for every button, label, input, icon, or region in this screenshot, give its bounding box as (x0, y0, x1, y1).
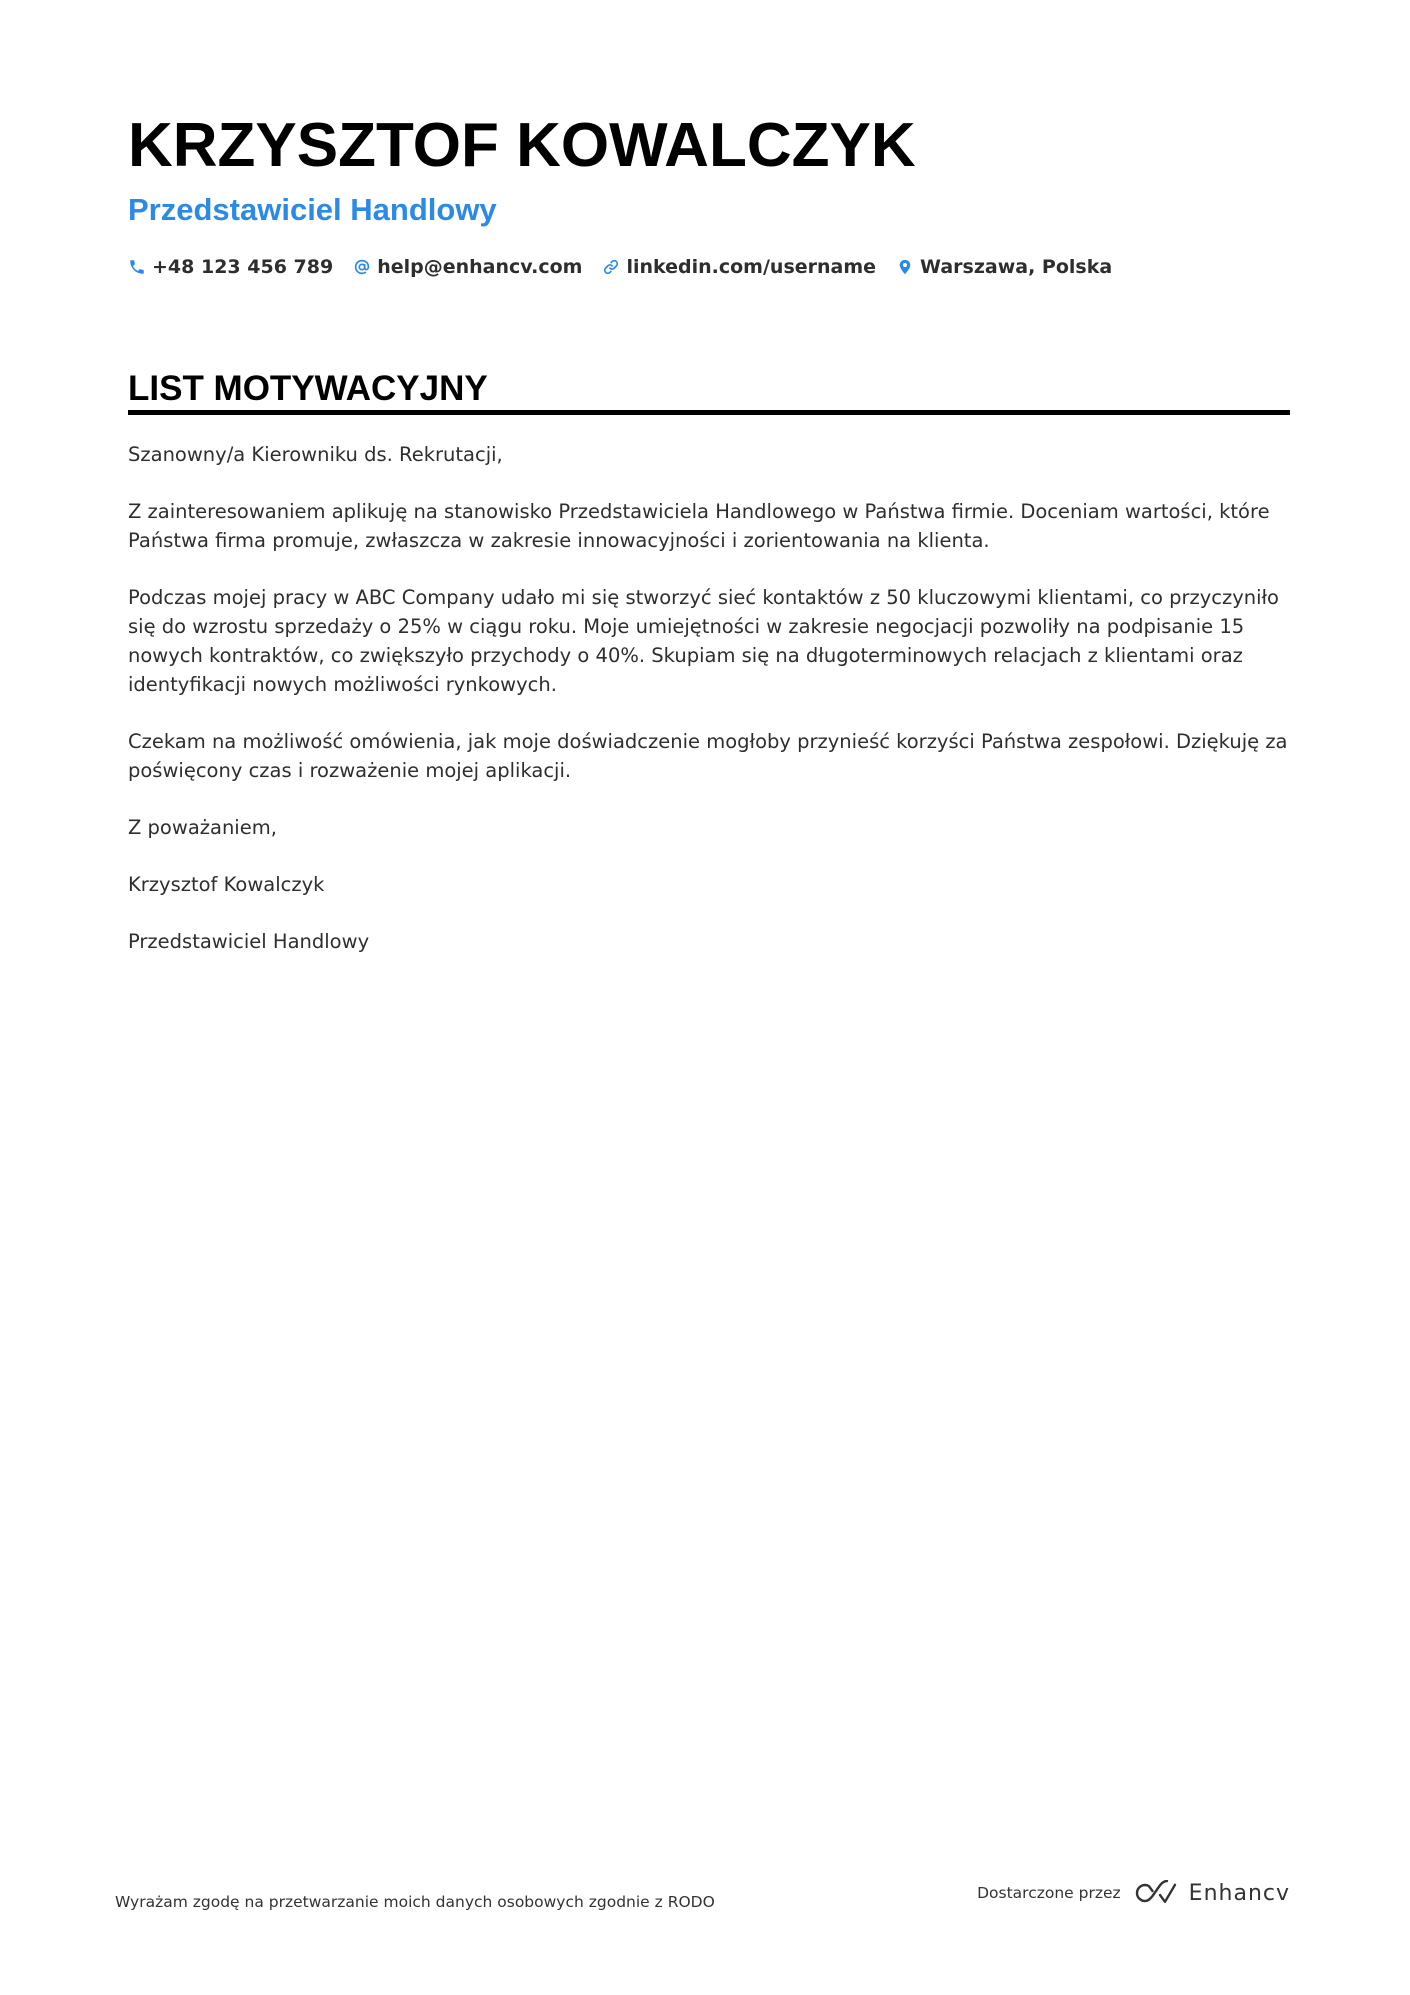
candidate-name: KRZYSZTOF KOWALCZYK (128, 111, 916, 180)
linkedin-text[interactable]: linkedin.com/username (626, 256, 877, 278)
section-title: LIST MOTYWACYJNY (128, 369, 488, 408)
letter-paragraph: Podczas mojej pracy w ABC Company udało mi się stworzyć sieć kontaktów z 50 kluczowymi klientami, co przyczyniło się do wzrostu sprzedaży o 25% w ciągu roku. Moje umiejętności w zakresie negocjacji pozwoliły na podpisanie 15 nowych kontraktów, co zwiększyło przychody o 40%. Skupiam się na długoterminowych relacjach z klientami oraz identyfikacji nowych możliwości rynkowych. (128, 586, 1279, 696)
section-divider (128, 410, 1290, 415)
location-pin-icon (896, 258, 914, 276)
letter-signature-name: Krzysztof Kowalczyk (128, 873, 325, 896)
phone-text: +48 123 456 789 (152, 256, 334, 278)
letter-body (128, 440, 1298, 984)
enhancv-logo-icon (1133, 1880, 1179, 1906)
candidate-role: Przedstawiciel Handlowy (128, 192, 497, 227)
phone-icon (128, 258, 146, 276)
powered-by-label: Dostarczone przez (977, 1884, 1121, 1902)
letter-signature-role: Przedstawiciel Handlowy (128, 930, 370, 953)
letter-greeting: Szanowny/a Kierowniku ds. Rekrutacji, (128, 443, 503, 466)
letter-closing: Z poważaniem, (128, 816, 277, 839)
at-icon (353, 258, 371, 276)
letter-paragraph: Czekam na możliwość omówienia, jak moje doświadczenie mogłoby przynieść korzyści Państwa zespołowi. Dziękuję za poświęcony czas i rozważenie mojej aplikacji. (128, 730, 1288, 782)
gdpr-consent: Wyrażam zgodę na przetwarzanie moich danych osobowych zgodnie z RODO (115, 1893, 715, 1911)
email-text[interactable]: help@enhancv.com (377, 256, 583, 278)
powered-by (977, 1880, 1290, 1906)
contact-linkedin[interactable] (602, 256, 876, 278)
enhancv-wordmark: Enhancv (1188, 1880, 1290, 1906)
contact-email[interactable] (353, 256, 582, 278)
contact-phone (128, 256, 333, 278)
location-text: Warszawa, Polska (920, 256, 1113, 278)
letter-paragraph: Z zainteresowaniem aplikuję na stanowisko Przedstawiciela Handlowego w Państwa firmie. Doceniam wartości, które Państwa firma promuje, zwłaszcza w zakresie innowacyjności i zorientowania na klienta. (128, 500, 1270, 552)
link-icon (602, 258, 620, 276)
contact-location (896, 256, 1112, 278)
contact-bar (128, 254, 1132, 280)
